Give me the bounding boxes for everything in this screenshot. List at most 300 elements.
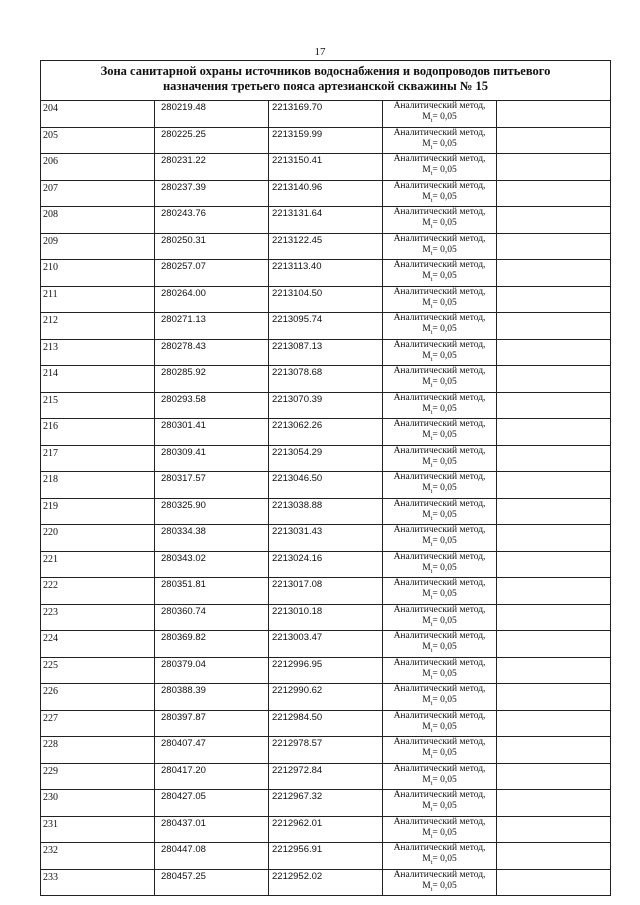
table-row xyxy=(41,233,611,260)
x-coordinate-cell: 280271.13 xyxy=(155,313,269,340)
accuracy-label xyxy=(383,351,496,362)
accuracy-label xyxy=(383,748,496,759)
accuracy-subscript: t xyxy=(430,833,433,840)
table-row xyxy=(41,710,611,737)
method-label: Аналитический метод, xyxy=(393,127,486,138)
empty-cell xyxy=(497,392,611,419)
accuracy-subscript: t xyxy=(430,621,433,628)
accuracy-value: = 0,05 xyxy=(432,483,457,493)
accuracy-prefix: M xyxy=(422,642,431,652)
point-number-cell: 232 xyxy=(41,843,155,870)
empty-cell xyxy=(497,763,611,790)
method-label: Аналитический метод, xyxy=(393,737,486,747)
accuracy-value: = 0,05 xyxy=(432,721,457,732)
point-number-cell: 233 xyxy=(41,869,155,896)
empty-cell xyxy=(497,127,611,154)
point-number-cell: 231 xyxy=(41,816,155,843)
table-row xyxy=(41,419,611,446)
table-row xyxy=(41,869,611,896)
point-number-cell: 205 xyxy=(41,127,155,154)
table-row xyxy=(41,286,611,313)
accuracy-value: = 0,05 xyxy=(432,562,457,573)
page-number: 17 xyxy=(314,46,326,58)
accuracy-prefix: M xyxy=(422,774,431,785)
y-coordinate-cell: 2213122.45 xyxy=(269,233,383,260)
accuracy-subscript: t xyxy=(430,276,433,283)
accuracy-label xyxy=(383,642,496,653)
accuracy-value: = 0,05 xyxy=(432,244,457,255)
y-coordinate-cell: 2213095.74 xyxy=(269,313,383,340)
table-row xyxy=(41,763,611,790)
accuracy-value: = 0,05 xyxy=(432,456,457,467)
method-label: Аналитический метод, xyxy=(393,366,486,376)
y-coordinate-cell: 2213150.41 xyxy=(269,154,383,181)
method-cell xyxy=(383,604,497,631)
table-row xyxy=(41,657,611,684)
method-label: Аналитический метод, xyxy=(393,154,486,164)
accuracy-prefix: M xyxy=(422,801,431,811)
accuracy-subscript: t xyxy=(430,647,433,654)
point-number-cell: 226 xyxy=(41,684,155,711)
accuracy-subscript: t xyxy=(430,223,433,230)
x-coordinate-cell: 280407.47 xyxy=(155,737,269,764)
empty-cell xyxy=(497,286,611,313)
point-number-cell: 228 xyxy=(41,737,155,764)
empty-cell xyxy=(497,551,611,578)
empty-cell xyxy=(497,366,611,393)
empty-cell xyxy=(497,498,611,525)
accuracy-prefix: M xyxy=(422,536,431,546)
accuracy-subscript: t xyxy=(430,674,433,681)
method-cell xyxy=(383,154,497,181)
point-number-cell: 219 xyxy=(41,498,155,525)
table-row xyxy=(41,445,611,472)
x-coordinate-cell: 280369.82 xyxy=(155,631,269,658)
method-label: Аналитический метод, xyxy=(393,498,486,509)
method-label: Аналитический метод, xyxy=(393,207,486,217)
empty-cell xyxy=(497,525,611,552)
y-coordinate-cell: 2213046.50 xyxy=(269,472,383,499)
table-row xyxy=(41,843,611,870)
accuracy-prefix: M xyxy=(422,244,431,255)
y-coordinate-cell: 2212972.84 xyxy=(269,763,383,790)
accuracy-label xyxy=(383,483,496,494)
accuracy-prefix: M xyxy=(422,695,431,705)
accuracy-value: = 0,05 xyxy=(432,403,457,414)
accuracy-prefix: M xyxy=(422,112,431,122)
x-coordinate-cell: 280264.00 xyxy=(155,286,269,313)
accuracy-value: = 0,05 xyxy=(432,854,457,864)
method-label: Аналитический метод, xyxy=(393,790,486,800)
accuracy-value: = 0,05 xyxy=(432,112,457,122)
accuracy-prefix: M xyxy=(422,430,431,440)
x-coordinate-cell: 280301.41 xyxy=(155,419,269,446)
accuracy-label xyxy=(383,669,496,680)
y-coordinate-cell: 2213104.50 xyxy=(269,286,383,313)
accuracy-subscript: t xyxy=(430,303,433,310)
method-cell xyxy=(383,498,497,525)
method-cell xyxy=(383,127,497,154)
method-label: Аналитический метод, xyxy=(393,286,486,297)
accuracy-value: = 0,05 xyxy=(432,271,457,281)
empty-cell xyxy=(497,657,611,684)
method-label: Аналитический метод, xyxy=(393,525,486,535)
accuracy-label xyxy=(383,536,496,547)
accuracy-prefix: M xyxy=(422,456,431,467)
point-number-cell: 212 xyxy=(41,313,155,340)
point-number-cell: 221 xyxy=(41,551,155,578)
empty-cell xyxy=(497,419,611,446)
accuracy-subscript: t xyxy=(430,462,433,469)
method-cell xyxy=(383,101,497,128)
empty-cell xyxy=(497,445,611,472)
y-coordinate-cell: 2212952.02 xyxy=(269,869,383,896)
accuracy-label xyxy=(383,430,496,441)
method-cell xyxy=(383,180,497,207)
accuracy-prefix: M xyxy=(422,403,431,414)
x-coordinate-cell: 280437.01 xyxy=(155,816,269,843)
table-row xyxy=(41,313,611,340)
x-coordinate-cell: 280397.87 xyxy=(155,710,269,737)
coordinates-table xyxy=(40,60,611,896)
x-coordinate-cell: 280417.20 xyxy=(155,763,269,790)
accuracy-label xyxy=(383,112,496,123)
accuracy-prefix: M xyxy=(422,218,431,228)
table-row xyxy=(41,339,611,366)
accuracy-prefix: M xyxy=(422,138,431,149)
point-number-cell: 207 xyxy=(41,180,155,207)
accuracy-subscript: t xyxy=(430,356,433,363)
accuracy-prefix: M xyxy=(422,483,431,493)
accuracy-value: = 0,05 xyxy=(432,350,457,361)
accuracy-label xyxy=(383,298,496,309)
method-cell xyxy=(383,233,497,260)
method-label: Аналитический метод, xyxy=(393,843,486,853)
y-coordinate-cell: 2213031.43 xyxy=(269,525,383,552)
y-coordinate-cell: 2213169.70 xyxy=(269,101,383,128)
empty-cell xyxy=(497,816,611,843)
accuracy-label xyxy=(383,245,496,256)
accuracy-label xyxy=(383,324,496,335)
table-row xyxy=(41,631,611,658)
table-row xyxy=(41,551,611,578)
accuracy-subscript: t xyxy=(430,515,433,522)
method-label: Аналитический метод, xyxy=(393,763,486,774)
x-coordinate-cell: 280379.04 xyxy=(155,657,269,684)
empty-cell xyxy=(497,260,611,287)
point-number-cell: 227 xyxy=(41,710,155,737)
method-cell xyxy=(383,286,497,313)
accuracy-subscript: t xyxy=(430,727,433,734)
accuracy-subscript: t xyxy=(430,806,433,813)
empty-cell xyxy=(497,790,611,817)
accuracy-label xyxy=(383,218,496,229)
accuracy-label xyxy=(383,589,496,600)
coordinates-table-container xyxy=(40,60,611,896)
method-cell xyxy=(383,339,497,366)
accuracy-subscript: t xyxy=(430,488,433,495)
method-label: Аналитический метод, xyxy=(393,260,486,270)
table-row xyxy=(41,127,611,154)
y-coordinate-cell: 2213003.47 xyxy=(269,631,383,658)
point-number-cell: 206 xyxy=(41,154,155,181)
method-label: Аналитический метод, xyxy=(393,101,486,111)
table-row xyxy=(41,498,611,525)
method-cell xyxy=(383,207,497,234)
accuracy-label xyxy=(383,695,496,706)
method-cell xyxy=(383,869,497,896)
y-coordinate-cell: 2212967.32 xyxy=(269,790,383,817)
method-cell xyxy=(383,737,497,764)
point-number-cell: 209 xyxy=(41,233,155,260)
table-row xyxy=(41,816,611,843)
table-title xyxy=(41,61,611,101)
method-cell xyxy=(383,710,497,737)
x-coordinate-cell: 280351.81 xyxy=(155,578,269,605)
empty-cell xyxy=(497,313,611,340)
accuracy-prefix: M xyxy=(422,748,431,758)
accuracy-prefix: M xyxy=(422,271,431,281)
accuracy-label xyxy=(383,139,496,150)
method-cell xyxy=(383,366,497,393)
accuracy-subscript: t xyxy=(430,435,433,442)
y-coordinate-cell: 2212978.57 xyxy=(269,737,383,764)
x-coordinate-cell: 280343.02 xyxy=(155,551,269,578)
accuracy-prefix: M xyxy=(422,509,431,520)
accuracy-subscript: t xyxy=(430,859,433,866)
table-row xyxy=(41,578,611,605)
x-coordinate-cell: 280388.39 xyxy=(155,684,269,711)
table-row xyxy=(41,392,611,419)
accuracy-value: = 0,05 xyxy=(432,297,457,308)
table-row xyxy=(41,604,611,631)
x-coordinate-cell: 280285.92 xyxy=(155,366,269,393)
accuracy-value: = 0,05 xyxy=(432,165,457,175)
accuracy-subscript: t xyxy=(430,250,433,257)
accuracy-label xyxy=(383,881,496,892)
method-cell xyxy=(383,445,497,472)
method-cell xyxy=(383,816,497,843)
table-row xyxy=(41,684,611,711)
table-row xyxy=(41,472,611,499)
accuracy-label xyxy=(383,775,496,786)
accuracy-value: = 0,05 xyxy=(432,138,457,149)
method-cell xyxy=(383,525,497,552)
accuracy-value: = 0,05 xyxy=(432,880,457,891)
accuracy-subscript: t xyxy=(430,382,433,389)
x-coordinate-cell: 280225.25 xyxy=(155,127,269,154)
accuracy-value: = 0,05 xyxy=(432,430,457,440)
accuracy-label xyxy=(383,616,496,627)
empty-cell xyxy=(497,339,611,366)
x-coordinate-cell: 280257.07 xyxy=(155,260,269,287)
method-cell xyxy=(383,551,497,578)
empty-cell xyxy=(497,101,611,128)
accuracy-value: = 0,05 xyxy=(432,827,457,838)
point-number-cell: 223 xyxy=(41,604,155,631)
accuracy-label xyxy=(383,165,496,176)
point-number-cell: 222 xyxy=(41,578,155,605)
table-row xyxy=(41,790,611,817)
y-coordinate-cell: 2213017.08 xyxy=(269,578,383,605)
accuracy-subscript: t xyxy=(430,568,433,575)
method-label: Аналитический метод, xyxy=(393,684,486,694)
x-coordinate-cell: 280293.58 xyxy=(155,392,269,419)
table-row xyxy=(41,154,611,181)
method-cell xyxy=(383,260,497,287)
method-label: Аналитический метод, xyxy=(393,551,486,562)
accuracy-subscript: t xyxy=(430,144,433,151)
x-coordinate-cell: 280231.22 xyxy=(155,154,269,181)
accuracy-label xyxy=(383,377,496,388)
table-row xyxy=(41,207,611,234)
method-label: Аналитический метод, xyxy=(393,392,486,403)
accuracy-label xyxy=(383,828,496,839)
method-cell xyxy=(383,684,497,711)
method-label: Аналитический метод, xyxy=(393,816,486,827)
x-coordinate-cell: 280325.90 xyxy=(155,498,269,525)
y-coordinate-cell: 2212996.95 xyxy=(269,657,383,684)
empty-cell xyxy=(497,710,611,737)
y-coordinate-cell: 2212984.50 xyxy=(269,710,383,737)
y-coordinate-cell: 2213054.29 xyxy=(269,445,383,472)
point-number-cell: 215 xyxy=(41,392,155,419)
empty-cell xyxy=(497,207,611,234)
accuracy-subscript: t xyxy=(430,329,433,336)
method-cell xyxy=(383,631,497,658)
accuracy-prefix: M xyxy=(422,668,431,679)
accuracy-subscript: t xyxy=(430,700,433,707)
empty-cell xyxy=(497,578,611,605)
x-coordinate-cell: 280237.39 xyxy=(155,180,269,207)
empty-cell xyxy=(497,843,611,870)
accuracy-value: = 0,05 xyxy=(432,668,457,679)
point-number-cell: 213 xyxy=(41,339,155,366)
y-coordinate-cell: 2213010.18 xyxy=(269,604,383,631)
y-coordinate-cell: 2212962.01 xyxy=(269,816,383,843)
y-coordinate-cell: 2212956.91 xyxy=(269,843,383,870)
empty-cell xyxy=(497,684,611,711)
accuracy-value: = 0,05 xyxy=(432,191,457,202)
x-coordinate-cell: 280360.74 xyxy=(155,604,269,631)
accuracy-value: = 0,05 xyxy=(432,642,457,652)
method-cell xyxy=(383,392,497,419)
accuracy-prefix: M xyxy=(422,324,431,334)
accuracy-label xyxy=(383,510,496,521)
point-number-cell: 216 xyxy=(41,419,155,446)
table-title-line-2: назначения третьего пояса артезианской скважины № 15 xyxy=(162,79,489,93)
method-cell xyxy=(383,763,497,790)
empty-cell xyxy=(497,869,611,896)
accuracy-prefix: M xyxy=(422,191,431,202)
accuracy-prefix: M xyxy=(422,562,431,573)
method-cell xyxy=(383,419,497,446)
accuracy-value: = 0,05 xyxy=(432,377,457,387)
accuracy-prefix: M xyxy=(422,350,431,361)
method-label: Аналитический метод, xyxy=(393,313,486,323)
empty-cell xyxy=(497,472,611,499)
x-coordinate-cell: 280317.57 xyxy=(155,472,269,499)
method-cell xyxy=(383,657,497,684)
accuracy-label xyxy=(383,854,496,865)
method-label: Аналитический метод, xyxy=(393,472,486,482)
method-label: Аналитический метод, xyxy=(393,180,486,191)
x-coordinate-cell: 280278.43 xyxy=(155,339,269,366)
x-coordinate-cell: 280447.08 xyxy=(155,843,269,870)
table-row xyxy=(41,525,611,552)
accuracy-value: = 0,05 xyxy=(432,801,457,811)
empty-cell xyxy=(497,233,611,260)
y-coordinate-cell: 2213070.39 xyxy=(269,392,383,419)
method-cell xyxy=(383,843,497,870)
table-row xyxy=(41,101,611,128)
accuracy-value: = 0,05 xyxy=(432,218,457,228)
accuracy-prefix: M xyxy=(422,165,431,175)
y-coordinate-cell: 2213087.13 xyxy=(269,339,383,366)
point-number-cell: 217 xyxy=(41,445,155,472)
accuracy-value: = 0,05 xyxy=(432,324,457,334)
empty-cell xyxy=(497,631,611,658)
table-row xyxy=(41,260,611,287)
method-label: Аналитический метод, xyxy=(393,604,486,615)
accuracy-value: = 0,05 xyxy=(432,748,457,758)
accuracy-value: = 0,05 xyxy=(432,615,457,626)
accuracy-label xyxy=(383,271,496,282)
y-coordinate-cell: 2213113.40 xyxy=(269,260,383,287)
accuracy-value: = 0,05 xyxy=(432,509,457,520)
y-coordinate-cell: 2213131.64 xyxy=(269,207,383,234)
y-coordinate-cell: 2213038.88 xyxy=(269,498,383,525)
empty-cell xyxy=(497,180,611,207)
method-label: Аналитический метод, xyxy=(393,657,486,668)
table-row xyxy=(41,180,611,207)
accuracy-subscript: t xyxy=(430,886,433,893)
accuracy-prefix: M xyxy=(422,589,431,599)
x-coordinate-cell: 280427.05 xyxy=(155,790,269,817)
table-row xyxy=(41,737,611,764)
accuracy-label xyxy=(383,722,496,733)
x-coordinate-cell: 280309.41 xyxy=(155,445,269,472)
method-cell xyxy=(383,578,497,605)
method-label: Аналитический метод, xyxy=(393,419,486,429)
accuracy-prefix: M xyxy=(422,721,431,732)
x-coordinate-cell: 280243.76 xyxy=(155,207,269,234)
method-cell xyxy=(383,472,497,499)
table-row xyxy=(41,366,611,393)
table-body xyxy=(41,101,611,896)
accuracy-prefix: M xyxy=(422,615,431,626)
accuracy-prefix: M xyxy=(422,377,431,387)
point-number-cell: 224 xyxy=(41,631,155,658)
accuracy-subscript: t xyxy=(430,780,433,787)
accuracy-subscript: t xyxy=(430,170,433,177)
accuracy-prefix: M xyxy=(422,854,431,864)
empty-cell xyxy=(497,154,611,181)
accuracy-value: = 0,05 xyxy=(432,536,457,546)
point-number-cell: 208 xyxy=(41,207,155,234)
accuracy-label xyxy=(383,404,496,415)
y-coordinate-cell: 2213140.96 xyxy=(269,180,383,207)
accuracy-label xyxy=(383,192,496,203)
point-number-cell: 211 xyxy=(41,286,155,313)
point-number-cell: 218 xyxy=(41,472,155,499)
y-coordinate-cell: 2213062.26 xyxy=(269,419,383,446)
point-number-cell: 204 xyxy=(41,101,155,128)
x-coordinate-cell: 280250.31 xyxy=(155,233,269,260)
point-number-cell: 229 xyxy=(41,763,155,790)
accuracy-prefix: M xyxy=(422,880,431,891)
method-label: Аналитический метод, xyxy=(393,339,486,350)
